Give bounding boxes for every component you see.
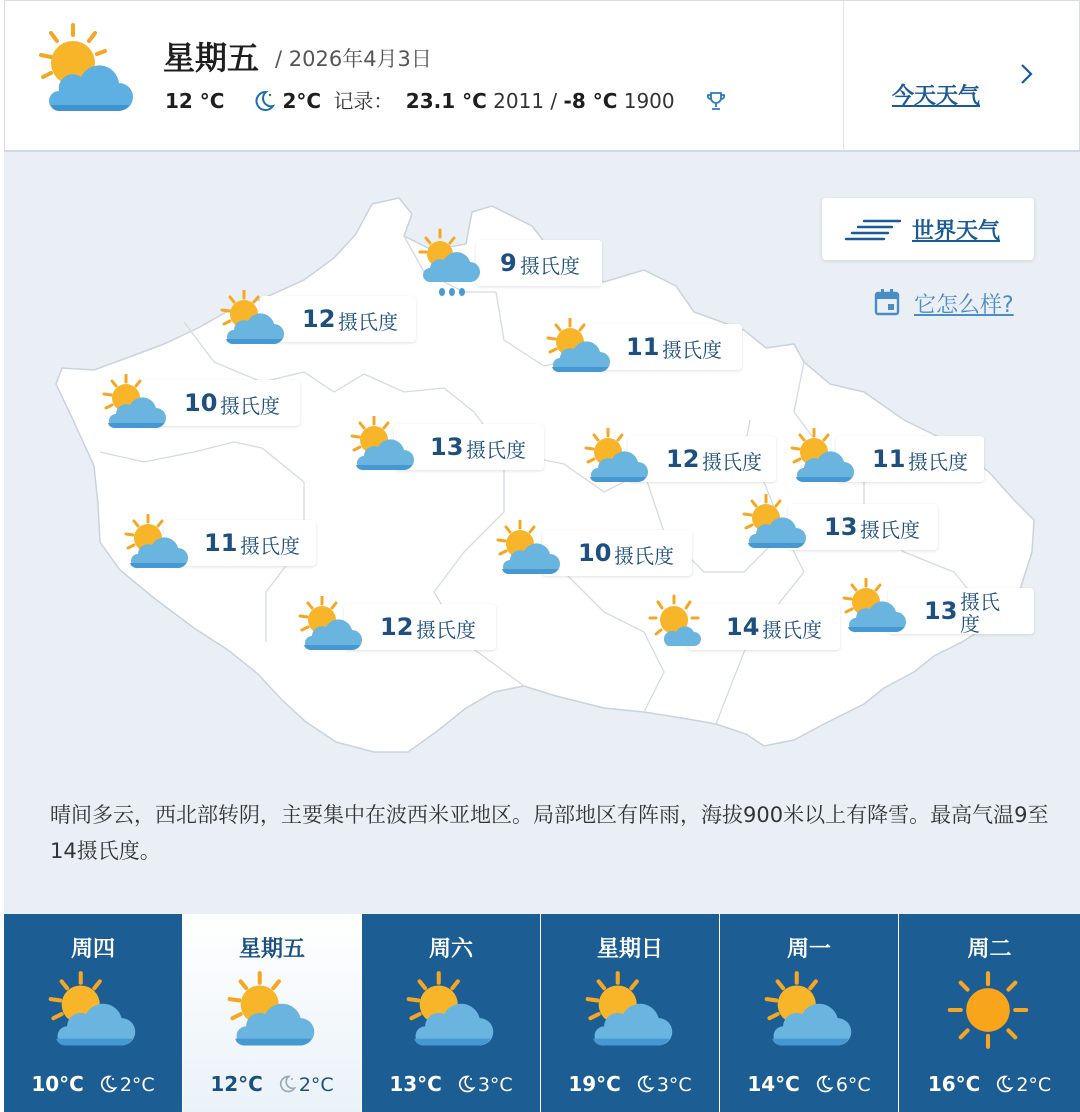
sun-cloud-icon	[546, 318, 612, 374]
chevron-right-icon[interactable]	[1016, 61, 1038, 87]
city-temp: 9	[500, 249, 517, 277]
city-temp: 11	[872, 445, 906, 473]
city-label[interactable]	[628, 436, 776, 482]
sun-cloud-rain-icon	[418, 226, 484, 302]
sun-cloud-icon	[298, 596, 364, 652]
day-name: 星期日	[596, 937, 663, 962]
city-unit: 摄氏度	[338, 310, 398, 334]
city-unit: 摄氏度	[702, 450, 762, 474]
sun-cloud-icon	[29, 21, 137, 117]
city-temp: 13	[924, 597, 958, 625]
how-is-it-label[interactable]: 它怎么样?	[914, 293, 1014, 318]
sun-cloud-icon	[220, 290, 286, 346]
today-weather-link[interactable]: 今天天气	[892, 84, 981, 109]
sun-cloud-icon	[764, 970, 854, 1050]
city-label[interactable]	[688, 604, 840, 650]
sun-cloud-icon	[124, 514, 190, 570]
sun-cloud-icon	[48, 970, 138, 1050]
city-unit: 摄氏度	[520, 254, 580, 278]
sun-cloud-icon	[584, 428, 650, 484]
city-label[interactable]	[542, 530, 692, 576]
city-unit-line2: 度	[960, 612, 980, 636]
day-temps	[541, 1072, 719, 1096]
day-temps	[183, 1072, 361, 1096]
city-temp: 12	[380, 613, 414, 641]
city-unit: 摄氏度	[762, 618, 822, 642]
day-low: 6°C	[835, 1074, 871, 1096]
city-temp: 14	[726, 613, 760, 641]
moon-icon	[456, 1074, 476, 1094]
moon-icon	[635, 1074, 655, 1094]
record-high-year: 2011 /	[493, 89, 558, 113]
day-low: 3°C	[477, 1074, 513, 1096]
day-high: 10°C	[31, 1072, 84, 1096]
record-low: -8 °C	[563, 89, 618, 113]
city-temp: 11	[626, 333, 660, 361]
record-label: 记录：	[333, 89, 394, 113]
temperature-summary	[165, 85, 727, 114]
city-unit: 摄氏度	[860, 518, 920, 542]
sun-icon	[943, 970, 1033, 1050]
day-temps	[720, 1072, 898, 1096]
forecast-description: 晴间多云，西北部转阴，主要集中在波西米亚地区。局部地区有阵雨，海拔900米以上有降雪。最高气温9至14摄氏度。	[50, 803, 1049, 863]
city-unit: 摄氏度	[416, 618, 476, 642]
forecast-day[interactable]	[362, 914, 540, 1112]
date-text: / 2026年4月3日	[275, 47, 432, 71]
day-high: 14°C	[747, 1072, 800, 1096]
day-name: 星期五	[238, 937, 305, 962]
day-low: 3°C	[656, 1074, 692, 1096]
forecast-day[interactable]	[541, 914, 719, 1112]
trophy-icon[interactable]	[705, 90, 727, 112]
moon-icon	[98, 1074, 118, 1094]
city-unit: 摄氏度	[662, 338, 722, 362]
forecast-day-selected[interactable]	[183, 914, 361, 1112]
day-temps	[899, 1072, 1080, 1096]
day-high: 13°C	[389, 1072, 442, 1096]
record-low-year: 1900	[623, 89, 675, 113]
day-title: 星期五	[163, 39, 260, 77]
forecast-day[interactable]	[4, 914, 182, 1112]
header	[4, 0, 1080, 152]
sun-cloud-icon	[742, 494, 808, 550]
record-high: 23.1 °C	[405, 89, 487, 113]
day-name: 周四	[70, 937, 115, 962]
today-weather-panel[interactable]	[843, 1, 1080, 151]
calendar-icon	[874, 288, 900, 316]
sun-cloud-icon	[842, 578, 908, 634]
city-temp: 12	[666, 445, 700, 473]
day-name: 周六	[428, 937, 473, 962]
day-high: 12°C	[210, 1072, 263, 1096]
high-temp: 12 °C	[165, 89, 225, 113]
sun-cloud-icon	[496, 520, 562, 576]
day-high: 16°C	[927, 1072, 981, 1096]
day-name: 周二	[967, 937, 1012, 962]
city-temp: 10	[184, 389, 218, 417]
city-label[interactable]	[888, 588, 1034, 634]
world-weather-icon	[844, 218, 902, 242]
moon-icon	[252, 89, 276, 113]
city-temp: 11	[204, 529, 238, 557]
sun-cloud-icon	[585, 970, 675, 1050]
forecast-day[interactable]	[899, 914, 1080, 1112]
city-label[interactable]	[476, 240, 602, 286]
world-weather-label[interactable]: 世界天气	[912, 219, 1001, 244]
day-low: 2°C	[298, 1074, 334, 1096]
city-label[interactable]	[344, 604, 496, 650]
sun-cloud-icon	[102, 374, 168, 430]
day-high: 19°C	[568, 1072, 621, 1096]
regional-map-panel	[4, 152, 1080, 914]
moon-icon	[994, 1074, 1014, 1094]
city-temp: 10	[578, 539, 612, 567]
city-label[interactable]	[836, 436, 984, 482]
moon-icon	[814, 1074, 834, 1094]
sun-cloud-icon	[227, 970, 317, 1050]
city-unit: 摄氏度	[240, 534, 300, 558]
city-unit: 摄氏度	[908, 450, 968, 474]
day-temps	[4, 1072, 182, 1096]
day-name: 周一	[786, 937, 831, 962]
forecast-day[interactable]	[720, 914, 898, 1112]
day-low: 2°C	[1016, 1074, 1052, 1096]
day-low: 2°C	[119, 1074, 155, 1096]
city-label[interactable]	[788, 504, 938, 550]
city-unit-line1: 摄氏	[960, 590, 1000, 614]
forecast-strip	[4, 914, 1080, 1112]
city-label[interactable]	[394, 424, 544, 470]
city-unit: 摄氏度	[614, 544, 674, 568]
sun-cloud-icon	[350, 416, 416, 472]
city-temp: 13	[430, 433, 464, 461]
sun-cloud-icon	[790, 428, 856, 484]
world-weather-button[interactable]	[822, 198, 1034, 260]
sun-cloud-icon	[406, 970, 496, 1050]
low-temp: 2°C	[282, 89, 322, 113]
city-temp: 13	[824, 513, 858, 541]
city-temp: 12	[302, 305, 336, 333]
city-unit: 摄氏度	[466, 438, 526, 462]
moon-icon	[277, 1074, 297, 1094]
day-temps	[362, 1072, 540, 1096]
sun-small-cloud-icon	[644, 594, 710, 650]
city-unit: 摄氏度	[220, 394, 280, 418]
